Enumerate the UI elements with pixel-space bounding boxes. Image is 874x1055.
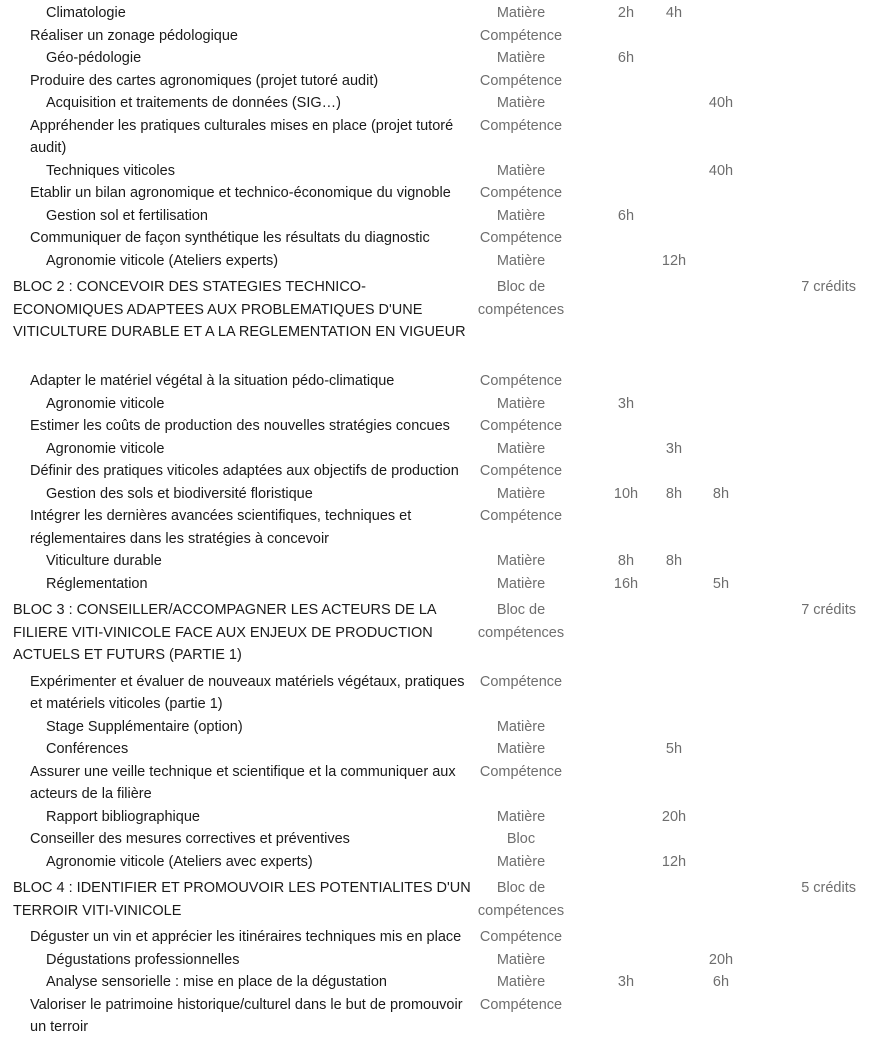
hours-h3: 5h xyxy=(712,575,730,592)
hours-h3: 8h xyxy=(712,485,730,502)
row-label: Expérimenter et évaluer de nouveaux matériels végétaux, pratiques et matériels viticoles (partie 1) xyxy=(30,673,465,712)
row-type: Compétence xyxy=(479,763,563,780)
row-type: Matière xyxy=(496,50,546,66)
row-type: Bloc de compétences xyxy=(477,602,565,641)
credits: 7 crédits xyxy=(801,602,856,618)
row-label: Appréhender les pratiques culturales mises en place (projet tutoré audit) xyxy=(30,117,454,156)
hours-h1: 2h xyxy=(617,5,635,21)
row-type: Compétence xyxy=(479,27,563,44)
row-type: Matière xyxy=(496,440,546,457)
row-type: Matière xyxy=(496,395,546,412)
row-label: Viticulture durable xyxy=(46,553,162,569)
hours-h3: 6h xyxy=(712,974,730,990)
row-label: Acquisition et traitements de données (SIG…) xyxy=(46,95,341,111)
row-type: Matière xyxy=(496,974,546,990)
row-label: Communiquer de façon synthétique les résultats du diagnostic xyxy=(30,230,430,246)
row-label: Gestion sol et fertilisation xyxy=(46,207,208,224)
row-type: Matière xyxy=(496,808,546,825)
row-label: Analyse sensorielle : mise en place de la dégustation xyxy=(46,974,387,990)
hours-h1: 8h xyxy=(617,553,635,569)
row-type: Matière xyxy=(496,485,546,502)
row-label: Adapter le matériel végétal à la situation pédo-climatique xyxy=(30,373,395,389)
row-label: Techniques viticoles xyxy=(46,162,175,179)
row-type: Bloc de compétences xyxy=(477,880,565,919)
row-label: Définir des pratiques viticoles adaptées aux objectifs de production xyxy=(30,463,459,479)
hours-h1: 6h xyxy=(617,207,635,224)
hours-h3: 20h xyxy=(708,951,734,968)
credits: 7 crédits xyxy=(801,279,856,295)
hours-h1: 6h xyxy=(617,50,635,66)
row-type: Matière xyxy=(496,95,546,111)
row-label: Intégrer les dernières avancées scientifiques, techniques et réglementaires dans les stratégies à concevoir xyxy=(30,508,412,547)
row-label: Estimer les coûts de production des nouvelles stratégies concues xyxy=(30,418,450,434)
row-label: Réaliser un zonage pédologique xyxy=(30,27,238,44)
row-label: Climatologie xyxy=(46,5,126,21)
row-label: BLOC 4 : IDENTIFIER ET PROMOUVOIR LES POTENTIALITES D'UN TERROIR VITI-VINICOLE xyxy=(13,880,471,919)
row-type: Matière xyxy=(496,252,546,269)
row-type: Compétence xyxy=(479,996,563,1013)
hours-h2: 12h xyxy=(661,252,687,269)
row-type: Compétence xyxy=(479,463,563,479)
hours-h1: 16h xyxy=(613,575,639,592)
row-type: Compétence xyxy=(479,673,563,690)
row-type: Compétence xyxy=(479,185,563,201)
row-label: Agronomie viticole xyxy=(46,395,165,412)
hours-h2: 20h xyxy=(661,808,687,825)
row-type: Matière xyxy=(496,553,546,569)
row-type: Compétence xyxy=(479,929,563,945)
row-label: Dégustations professionnelles xyxy=(46,951,240,968)
row-label: Assurer une veille technique et scientifique et la communiquer aux acteurs de la filière xyxy=(30,763,456,802)
row-type: Matière xyxy=(496,741,546,757)
row-label: Agronomie viticole (Ateliers experts) xyxy=(46,252,279,269)
row-type: Bloc de compétences xyxy=(477,279,565,318)
row-label: Produire des cartes agronomiques (projet tutoré audit) xyxy=(30,72,379,89)
row-type: Compétence xyxy=(479,230,563,246)
row-label: Stage Supplémentaire (option) xyxy=(46,718,243,735)
row-type: Matière xyxy=(496,575,546,592)
hours-h1: 10h xyxy=(613,485,639,502)
hours-h1: 3h xyxy=(617,395,635,412)
row-label: Agronomie viticole xyxy=(46,440,165,457)
row-label: Conseiller des mesures correctives et préventives xyxy=(30,831,350,847)
row-label: Valoriser le patrimoine historique/culturel dans le but de promouvoir un terroir xyxy=(30,996,463,1035)
row-label: BLOC 3 : CONSEILLER/ACCOMPAGNER LES ACTEURS DE LA FILIERE VITI-VINICOLE FACE AUX ENJEUX DE PRODUCTION ACTUELS ET FUTURS (PARTIE 1) xyxy=(13,602,436,663)
row-type: Matière xyxy=(496,951,546,968)
hours-h2: 8h xyxy=(665,485,683,502)
row-type: Matière xyxy=(496,718,546,735)
row-type: Matière xyxy=(496,853,546,870)
row-label: Géo-pédologie xyxy=(46,50,142,66)
hours-h2: 4h xyxy=(665,5,683,21)
row-label: Rapport bibliographique xyxy=(46,808,200,825)
credits: 5 crédits xyxy=(801,880,856,896)
row-label: Gestion des sols et biodiversité floristique xyxy=(46,485,313,502)
row-type: Compétence xyxy=(479,72,563,89)
row-label: Etablir un bilan agronomique et technico-économique du vignoble xyxy=(30,185,451,201)
hours-h1: 3h xyxy=(617,974,635,990)
row-label: Agronomie viticole (Ateliers avec experts) xyxy=(46,853,313,870)
row-label: Conférences xyxy=(46,741,129,757)
row-type: Bloc xyxy=(506,831,536,847)
row-type: Compétence xyxy=(479,117,563,134)
hours-h2: 12h xyxy=(661,853,687,870)
row-label: Réglementation xyxy=(46,575,148,592)
hours-h2: 3h xyxy=(665,440,683,457)
row-type: Matière xyxy=(496,5,546,21)
row-label: BLOC 2 : CONCEVOIR DES STATEGIES TECHNICO-ECONOMIQUES ADAPTEES AUX PROBLEMATIQUES D'UNE VITICULTURE DURABLE ET A LA REGLEMENTATION EN VIGUEUR xyxy=(13,279,466,340)
row-type: Compétence xyxy=(479,508,563,524)
hours-h2: 8h xyxy=(665,553,683,569)
row-type: Compétence xyxy=(479,373,563,389)
hours-h3: 40h xyxy=(708,95,734,111)
row-type: Compétence xyxy=(479,418,563,434)
hours-h3: 40h xyxy=(708,162,734,179)
hours-h2: 5h xyxy=(665,741,683,757)
row-type: Matière xyxy=(496,162,546,179)
row-label: Déguster un vin et apprécier les itinéraires techniques mis en place xyxy=(30,929,462,945)
row-type: Matière xyxy=(496,207,546,224)
